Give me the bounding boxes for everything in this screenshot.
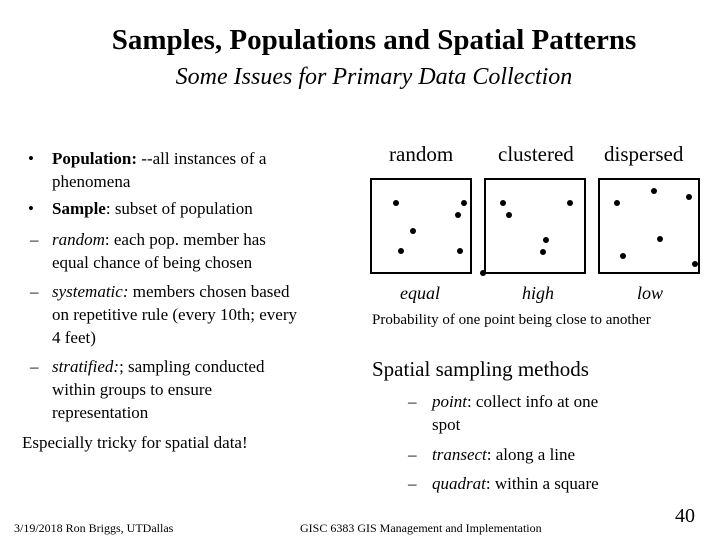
systematic-term: systematic: — [52, 282, 129, 301]
point-dot — [692, 261, 698, 267]
systematic-line-3: 4 feet) — [52, 328, 96, 347]
systematic-line — [52, 280, 289, 303]
pattern-heading-clustered: clustered — [498, 142, 574, 166]
dash-marker: – — [30, 282, 39, 301]
point-dot — [461, 200, 467, 206]
random-term: random — [52, 230, 105, 249]
random-line — [52, 228, 266, 251]
clustered-pattern-box — [484, 178, 586, 274]
stratified-text: ; sampling conducted — [119, 357, 265, 376]
dispersed-pattern-box — [598, 178, 700, 274]
point-dot — [620, 253, 626, 259]
point-dot — [410, 228, 416, 234]
sample-text: : subset of population — [105, 199, 253, 218]
pattern-heading-random: random — [389, 142, 454, 166]
spatial-note: Especially tricky for spatial data! — [22, 433, 248, 452]
dash-marker: – — [30, 357, 39, 376]
transect-method — [432, 443, 575, 466]
quadrat-term: quadrat — [432, 474, 486, 493]
dash-marker: – — [408, 474, 417, 493]
probability-high: high — [522, 283, 555, 303]
point-dot — [398, 248, 404, 254]
dash-marker: – — [408, 392, 417, 411]
point-dot — [651, 188, 657, 194]
point-method-line-2: spot — [432, 415, 461, 434]
point-dot — [457, 248, 463, 254]
stratified-line-3: representation — [52, 403, 149, 422]
footer-date-author: 3/19/2018 Ron Briggs, UTDallas — [14, 521, 174, 535]
point-dot — [614, 200, 620, 206]
pattern-heading-dispersed: dispersed — [604, 142, 684, 166]
probability-equal: equal — [400, 283, 440, 303]
quadrat-method — [432, 472, 599, 495]
transect-text: : along a line — [486, 445, 576, 464]
quadrat-text: : within a square — [485, 474, 599, 493]
sample-term: Sample — [52, 199, 106, 218]
bullet-marker: • — [28, 199, 34, 218]
dash-marker: – — [408, 445, 417, 464]
point-dot — [500, 200, 506, 206]
page-number: 40 — [675, 505, 695, 527]
random-pattern-box — [370, 178, 472, 274]
stratified-line — [52, 355, 264, 378]
point-dot — [455, 212, 461, 218]
bullet-marker: • — [28, 149, 34, 168]
population-line-2: phenomena — [52, 172, 131, 191]
point-dot — [567, 200, 573, 206]
systematic-line-2: on repetitive rule (every 10th; every — [52, 305, 297, 324]
population-line — [52, 147, 266, 170]
stratified-term: stratified: — [52, 357, 120, 376]
stratified-line-2: within groups to ensure — [52, 380, 213, 399]
point-dot — [657, 236, 663, 242]
point-dot — [543, 237, 549, 243]
slide-title: Samples, Populations and Spatial Patterns — [111, 24, 637, 56]
sample-line — [52, 197, 253, 220]
point-dot — [480, 270, 486, 276]
point-term: point — [432, 392, 467, 411]
point-dot — [540, 249, 546, 255]
population-text: --all instances of a — [137, 149, 267, 168]
probability-low: low — [637, 283, 664, 303]
probability-caption: Probability of one point being close to another — [372, 312, 651, 328]
footer-course: GISC 6383 GIS Management and Implementation — [300, 521, 542, 535]
random-text: : each pop. member has — [104, 230, 266, 249]
point-dot — [506, 212, 512, 218]
random-line-2: equal chance of being chosen — [52, 253, 253, 272]
point-method — [432, 390, 598, 413]
dash-marker: – — [30, 230, 39, 249]
sampling-heading: Spatial sampling methods — [372, 357, 589, 381]
systematic-text: members chosen based — [128, 282, 290, 301]
transect-term: transect — [432, 445, 487, 464]
point-text: : collect info at one — [466, 392, 599, 411]
point-dot — [686, 194, 692, 200]
point-dot — [393, 200, 399, 206]
slide-subtitle: Some Issues for Primary Data Collection — [175, 64, 573, 90]
population-term: Population: — [52, 149, 138, 168]
